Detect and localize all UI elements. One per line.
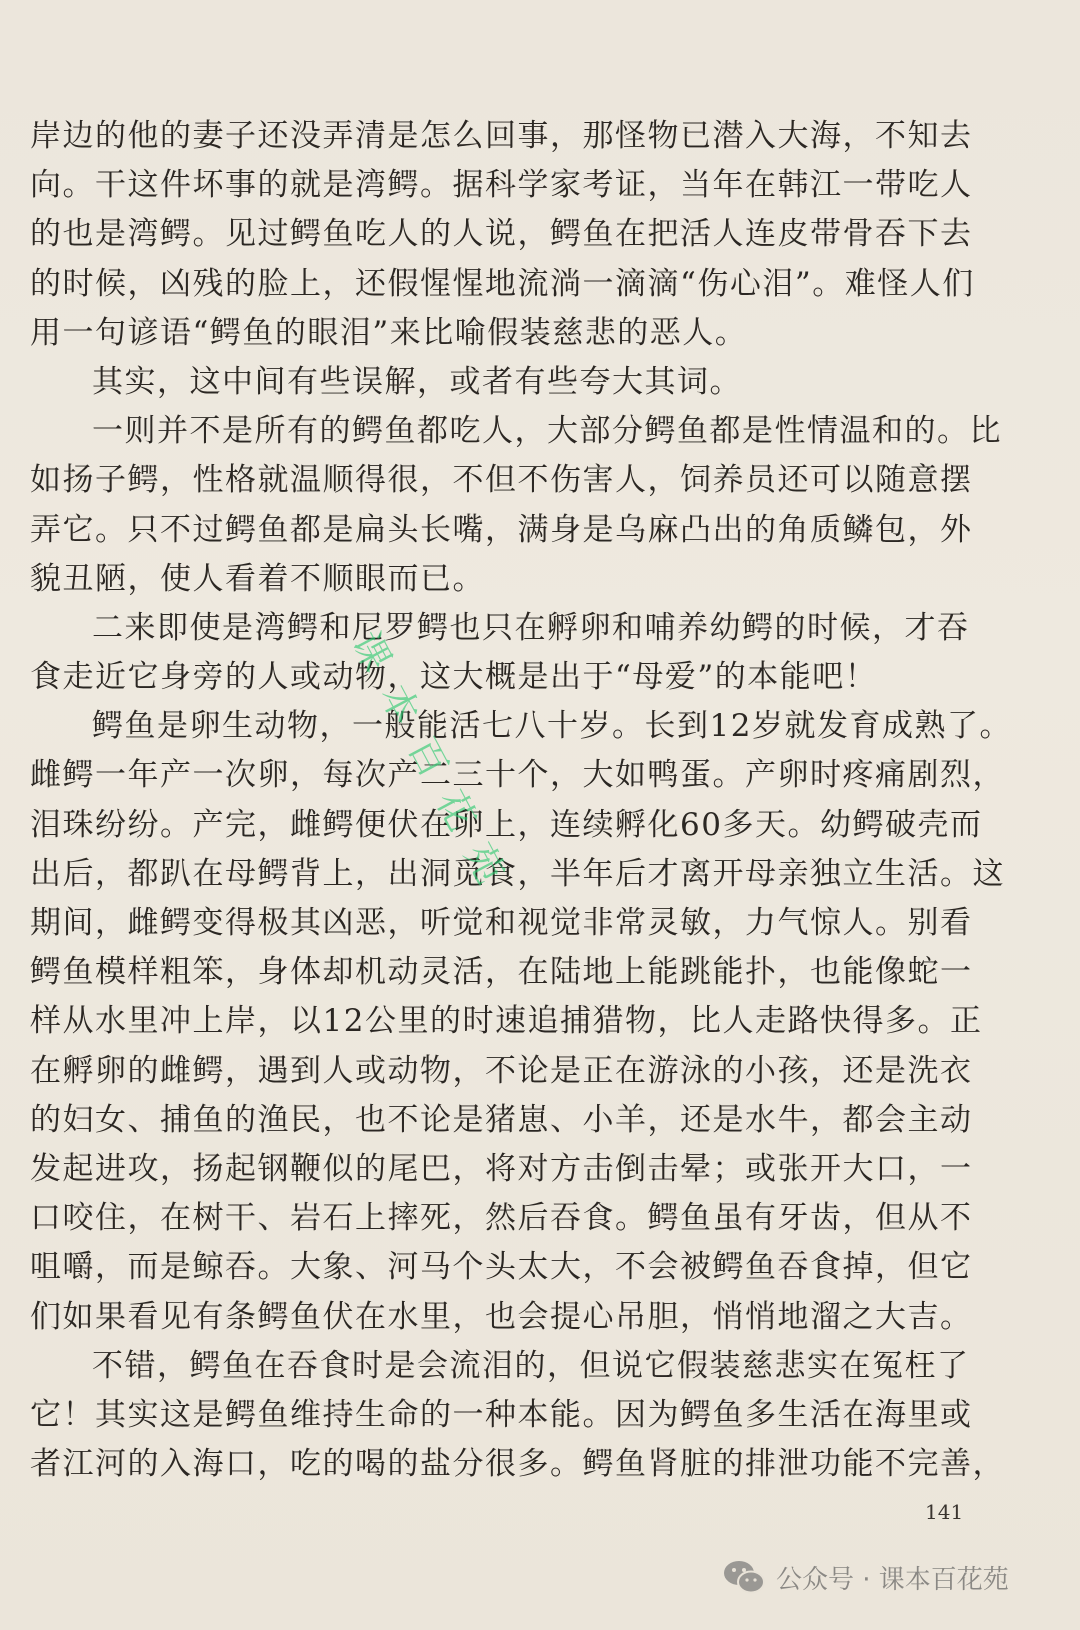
page-number: 141	[925, 1500, 964, 1524]
text-line: 其实，这中间有些误解，或者有些夸大其词。	[92, 363, 742, 400]
text-line: 在孵卵的雌鳄，遇到人或动物，不论是正在游泳的小孩，还是洗衣	[30, 1052, 973, 1089]
text-line: 样从水里冲上岸，以12公里的时速追捕猎物，比人走路快得多。正	[30, 1003, 983, 1040]
text-line: 的妇女、捕鱼的渔民，也不论是猪崽、小羊，还是水牛，都会主动	[30, 1101, 973, 1138]
text-line: 貌丑陋，使人看着不顺眼而已。	[30, 560, 485, 597]
text-line: 鳄鱼是卵生动物，一般能活七八十岁。长到12岁就发育成熟了。	[92, 708, 1012, 745]
text-line: 用一句谚语“鳄鱼的眼泪”来比喻假装慈悲的恶人。	[30, 314, 748, 351]
body-text	[30, 112, 1030, 1489]
text-line: 们如果看见有条鳄鱼伏在水里，也会提心吊胆，悄悄地溜之大吉。	[30, 1298, 973, 1335]
text-line: 弄它。只不过鳄鱼都是扁头长嘴，满身是乌麻凸出的角质鳞包，外	[30, 511, 973, 548]
text-line: 如扬子鳄，性格就温顺得很，不但不伤害人，饲养员还可以随意摆	[30, 462, 973, 499]
text-line: 鳄鱼模样粗笨，身体却机动灵活，在陆地上能跳能扑，也能像蛇一	[30, 954, 973, 991]
text-line: 一则并不是所有的鳄鱼都吃人，大部分鳄鱼都是性情温和的。比	[92, 413, 1002, 450]
text-line: 期间，雌鳄变得极其凶恶，听觉和视觉非常灵敏，力气惊人。别看	[30, 905, 973, 941]
text-line: 发起进攻，扬起钢鞭似的尾巴，将对方击倒击晕；或张开大口，一	[30, 1150, 973, 1187]
text-line: 它！其实这是鳄鱼维持生命的一种本能。因为鳄鱼多生活在海里或	[30, 1396, 973, 1433]
text-line: 的时候，凶残的脸上，还假惺惺地流淌一滴滴“伤心泪”。难怪人们	[30, 265, 975, 302]
text-line: 口咬住，在树干、岩石上摔死，然后吞食。鳄鱼虽有牙齿，但从不	[30, 1200, 973, 1237]
text-line: 的也是湾鳄。见过鳄鱼吃人的人说，鳄鱼在把活人连皮带骨吞下去	[30, 216, 973, 253]
text-line: 食走近它身旁的人或动物，这大概是出于“母爱”的本能吧！	[30, 659, 878, 696]
text-line: 出后，都趴在母鳄背上，出洞觅食，半年后才离开母亲独立生活。这	[30, 855, 1005, 892]
text-line: 咀嚼，而是鲸吞。大象、河马个头太大，不会被鳄鱼吞食掉，但它	[30, 1249, 973, 1286]
wechat-account-footer[interactable]	[722, 1555, 1009, 1599]
text-line: 岸边的他的妻子还没弄清是怎么回事，那怪物已潜入大海，不知去	[30, 118, 973, 154]
footer-label: 公众号 · 课本百花苑	[776, 1564, 1009, 1595]
text-line: 者江河的入海口，吃的喝的盐分很多。鳄鱼肾脏的排泄功能不完善，	[30, 1446, 1005, 1483]
text-line: 泪珠纷纷。产完，雌鳄便伏在卵上，连续孵化60多天。幼鳄破壳而	[30, 806, 983, 843]
wechat-icon	[722, 1559, 766, 1595]
text-line: 雌鳄一年产一次卵，每次产二三十个，大如鸭蛋。产卵时疼痛剧烈，	[30, 757, 1005, 794]
text-line: 不错，鳄鱼在吞食时是会流泪的，但说它假装慈悲实在冤枉了	[92, 1347, 970, 1384]
text-line: 向。干这件坏事的就是湾鳄。据科学家考证，当年在韩江一带吃人	[30, 167, 973, 204]
watermark: 课本百花苑	[343, 624, 523, 910]
text-line: 二来即使是湾鳄和尼罗鳄也只在孵卵和哺养幼鳄的时候，才吞	[92, 609, 970, 646]
